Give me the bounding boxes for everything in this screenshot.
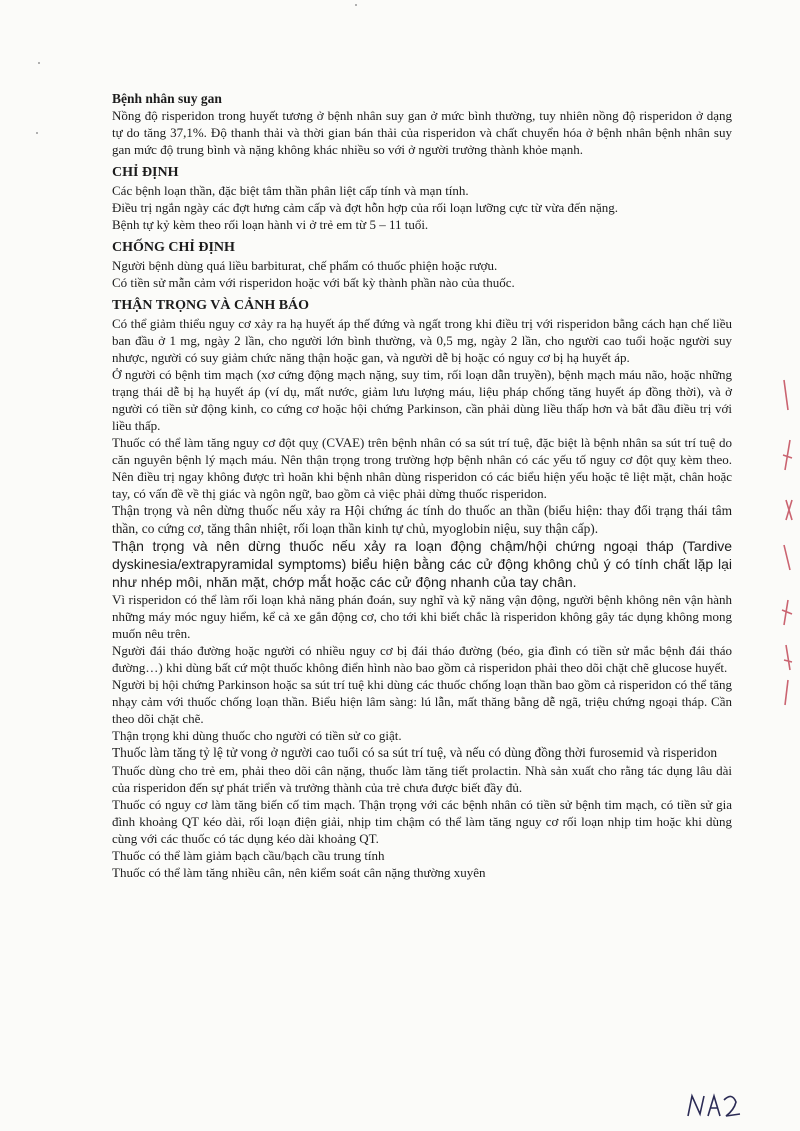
paragraph: Người bị hội chứng Parkinson hoặc sa sút trí tuệ khi dùng các thuốc chống loạn thần bao gồm cả risperidon có thể tăng nhạy cảm với thuốc chống loạn thần. Biểu hiện lâm sàng: lú lẫn, mất thăng bằng dễ ngã, triệu chứng ngoại tháp. Cần theo dõi chặt chẽ.	[112, 677, 732, 726]
paragraph: Bệnh tự kỷ kèm theo rối loạn hành vi ở trẻ em từ 5 – 11 tuổi.	[112, 217, 429, 232]
paragraph: Thuốc có thể làm giảm bạch cầu/bạch cầu trung tính	[112, 847, 385, 863]
paragraph: Có tiền sử mẫn cảm với risperidon hoặc với bất kỳ thành phần nào của thuốc.	[112, 275, 515, 290]
document-page	[112, 90, 732, 881]
section-heading-indications: CHỈ ĐỊNH	[112, 165, 179, 180]
paragraph: Thuốc có nguy cơ làm tăng biến cố tim mạch. Thận trọng với các bệnh nhân có tiền sử bệnh tim mạch, có tiền sử gia đình khoảng QT kéo dài, rối loạn điện giải, nhịp tim chậm có thể làm tăng nguy cơ rối loạn nhịp tim hoặc khi dùng cùng với các thuốc có tác dụng kéo dài khoảng QT.	[112, 796, 732, 846]
section-heading-contraindications: CHỐNG CHỈ ĐỊNH	[112, 240, 235, 255]
paragraph: Thuốc dùng cho trẻ em, phải theo dõi cân nặng, thuốc làm tăng tiết prolactin. Nhà sản xuất cho rằng tác dụng lâu dài của risperidon đến sự phát triển và trưởng thành của trẻ chưa được biết đầy đủ.	[112, 762, 732, 795]
scan-dot	[38, 62, 40, 64]
scan-dot	[355, 4, 357, 6]
paragraph: Người đái tháo đường hoặc người có nhiều nguy cơ bị đái tháo đường (béo, gia đình có tiền sử mắc bệnh đái tháo đường…) khi dùng bất cứ một thuốc không điển hình nào bao gồm cả risperidon phải theo dõi chặt chẽ glucose huyết.	[112, 643, 732, 675]
paragraph: Thận trọng và nên dừng thuốc nếu xảy ra Hội chứng ác tính do thuốc an thần (biểu hiện: thay đổi trạng thái tâm thần, co cứng cơ, tăng thân nhiệt, rối loạn thần kinh tự chủ, myoglobin niệu, suy thận cấp).	[112, 503, 732, 536]
paragraph: Thận trọng khi dùng thuốc cho người có tiền sử co giật.	[112, 728, 402, 743]
section-heading-warnings: THẬN TRỌNG VÀ CẢNH BÁO	[112, 298, 310, 313]
paragraph: Thuốc có thể làm tăng nhiều cân, nên kiểm soát cân nặng thường xuyên	[112, 864, 486, 880]
paragraph: Điều trị ngắn ngày các đợt hưng cảm cấp và đợt hỗn hợp của rối loạn lưỡng cực từ vừa đến nặng.	[112, 200, 619, 215]
paragraph: Nồng độ risperidon trong huyết tương ở bệnh nhân suy gan ở mức bình thường, tuy nhiên nồng độ risperidon ở dạng tự do tăng 37,1%. Độ thanh thải và thời gian bán thải của risperidon và chất chuyển hóa ở bệnh nhân bệnh nhân suy gan mức độ trung bình và nặng không khác nhiều so với ở người trưởng thành khỏe mạnh.	[112, 108, 732, 157]
paragraph: Người bệnh dùng quá liều barbiturat, chế phẩm có thuốc phiện hoặc rượu.	[112, 258, 498, 273]
paragraph: Thận trọng và nên dừng thuốc nếu xảy ra loạn động chậm/hội chứng ngoại tháp (Tardive dyskinesia/extrapyramidal symptoms) biểu hiện bằng các cử động không chủ ý có tính chất lặp lại như nhép môi, nhăn mặt, chớp mắt hoặc các cử động nhanh của tay chân.	[112, 538, 732, 590]
paragraph: Thuốc làm tăng tỷ lệ tử vong ở người cao tuổi có sa sút trí tuệ, và nếu có dùng đồng thời furosemid và risperidon	[112, 745, 718, 760]
paragraph: Thuốc có thể làm tăng nguy cơ đột quỵ (CVAE) trên bệnh nhân có sa sút trí tuệ, đặc biệt là bệnh nhân sa sút trí tuệ do căn nguyên bệnh lý mạch máu. Nên thận trọng trong trường hợp bệnh nhân có các yếu tố nguy cơ đột quỵ kèm theo. Nên điều trị ngay không được trì hoãn khi bệnh nhân dùng risperidon có các biểu hiện yếu hoặc tê liệt mặt, chân hoặc tay, có vấn đề về thị giác và ngôn ngữ, bao gồm cả việc phải dừng thuốc risperidon.	[112, 435, 732, 501]
handwritten-signature	[684, 1090, 754, 1124]
paragraph: Các bệnh loạn thần, đặc biệt tâm thần phân liệt cấp tính và mạn tính.	[112, 183, 469, 198]
paragraph: Ở người có bệnh tim mạch (xơ cứng động mạch nặng, suy tim, rối loạn dẫn truyền), bệnh mạch máu não, hoặc những trạng thái dễ bị hạ huyết áp (ví dụ, mất nước, giảm lưu lượng máu, liệu pháp chống tăng huyết áp đồng thời), và ở người có tiền sử động kinh, co cứng cơ hoặc hội chứng Parkinson, cần phải dùng liều thấp hơn và bắt đầu điều trị với liều thấp.	[112, 367, 732, 433]
scan-dot	[36, 132, 38, 134]
paragraph: Vì risperidon có thể làm rối loạn khả năng phán đoán, suy nghĩ và kỹ năng vận động, người bệnh không nên vận hành những máy móc nguy hiểm, kể cả xe gắn động cơ, cho tới khi biết chắc là risperidon không gây tác dụng không mong muốn nêu trên.	[112, 592, 732, 641]
section-heading-liver: Bệnh nhân suy gan	[112, 91, 222, 106]
margin-stamp-marks	[776, 370, 800, 710]
paragraph: Có thể giảm thiểu nguy cơ xảy ra hạ huyết áp thế đứng và ngất trong khi điều trị với risperidon bằng cách hạn chế liều ban đầu ở 1 mg, ngày 2 lần, cho người lớn bình thường, và 0,5 mg, ngày 2 lần, cho người cao tuổi hoặc người suy nhược, người có suy giảm chức năng thận hoặc gan, và người dễ bị hoặc có nguy cơ bị hạ huyết áp.	[112, 316, 732, 365]
